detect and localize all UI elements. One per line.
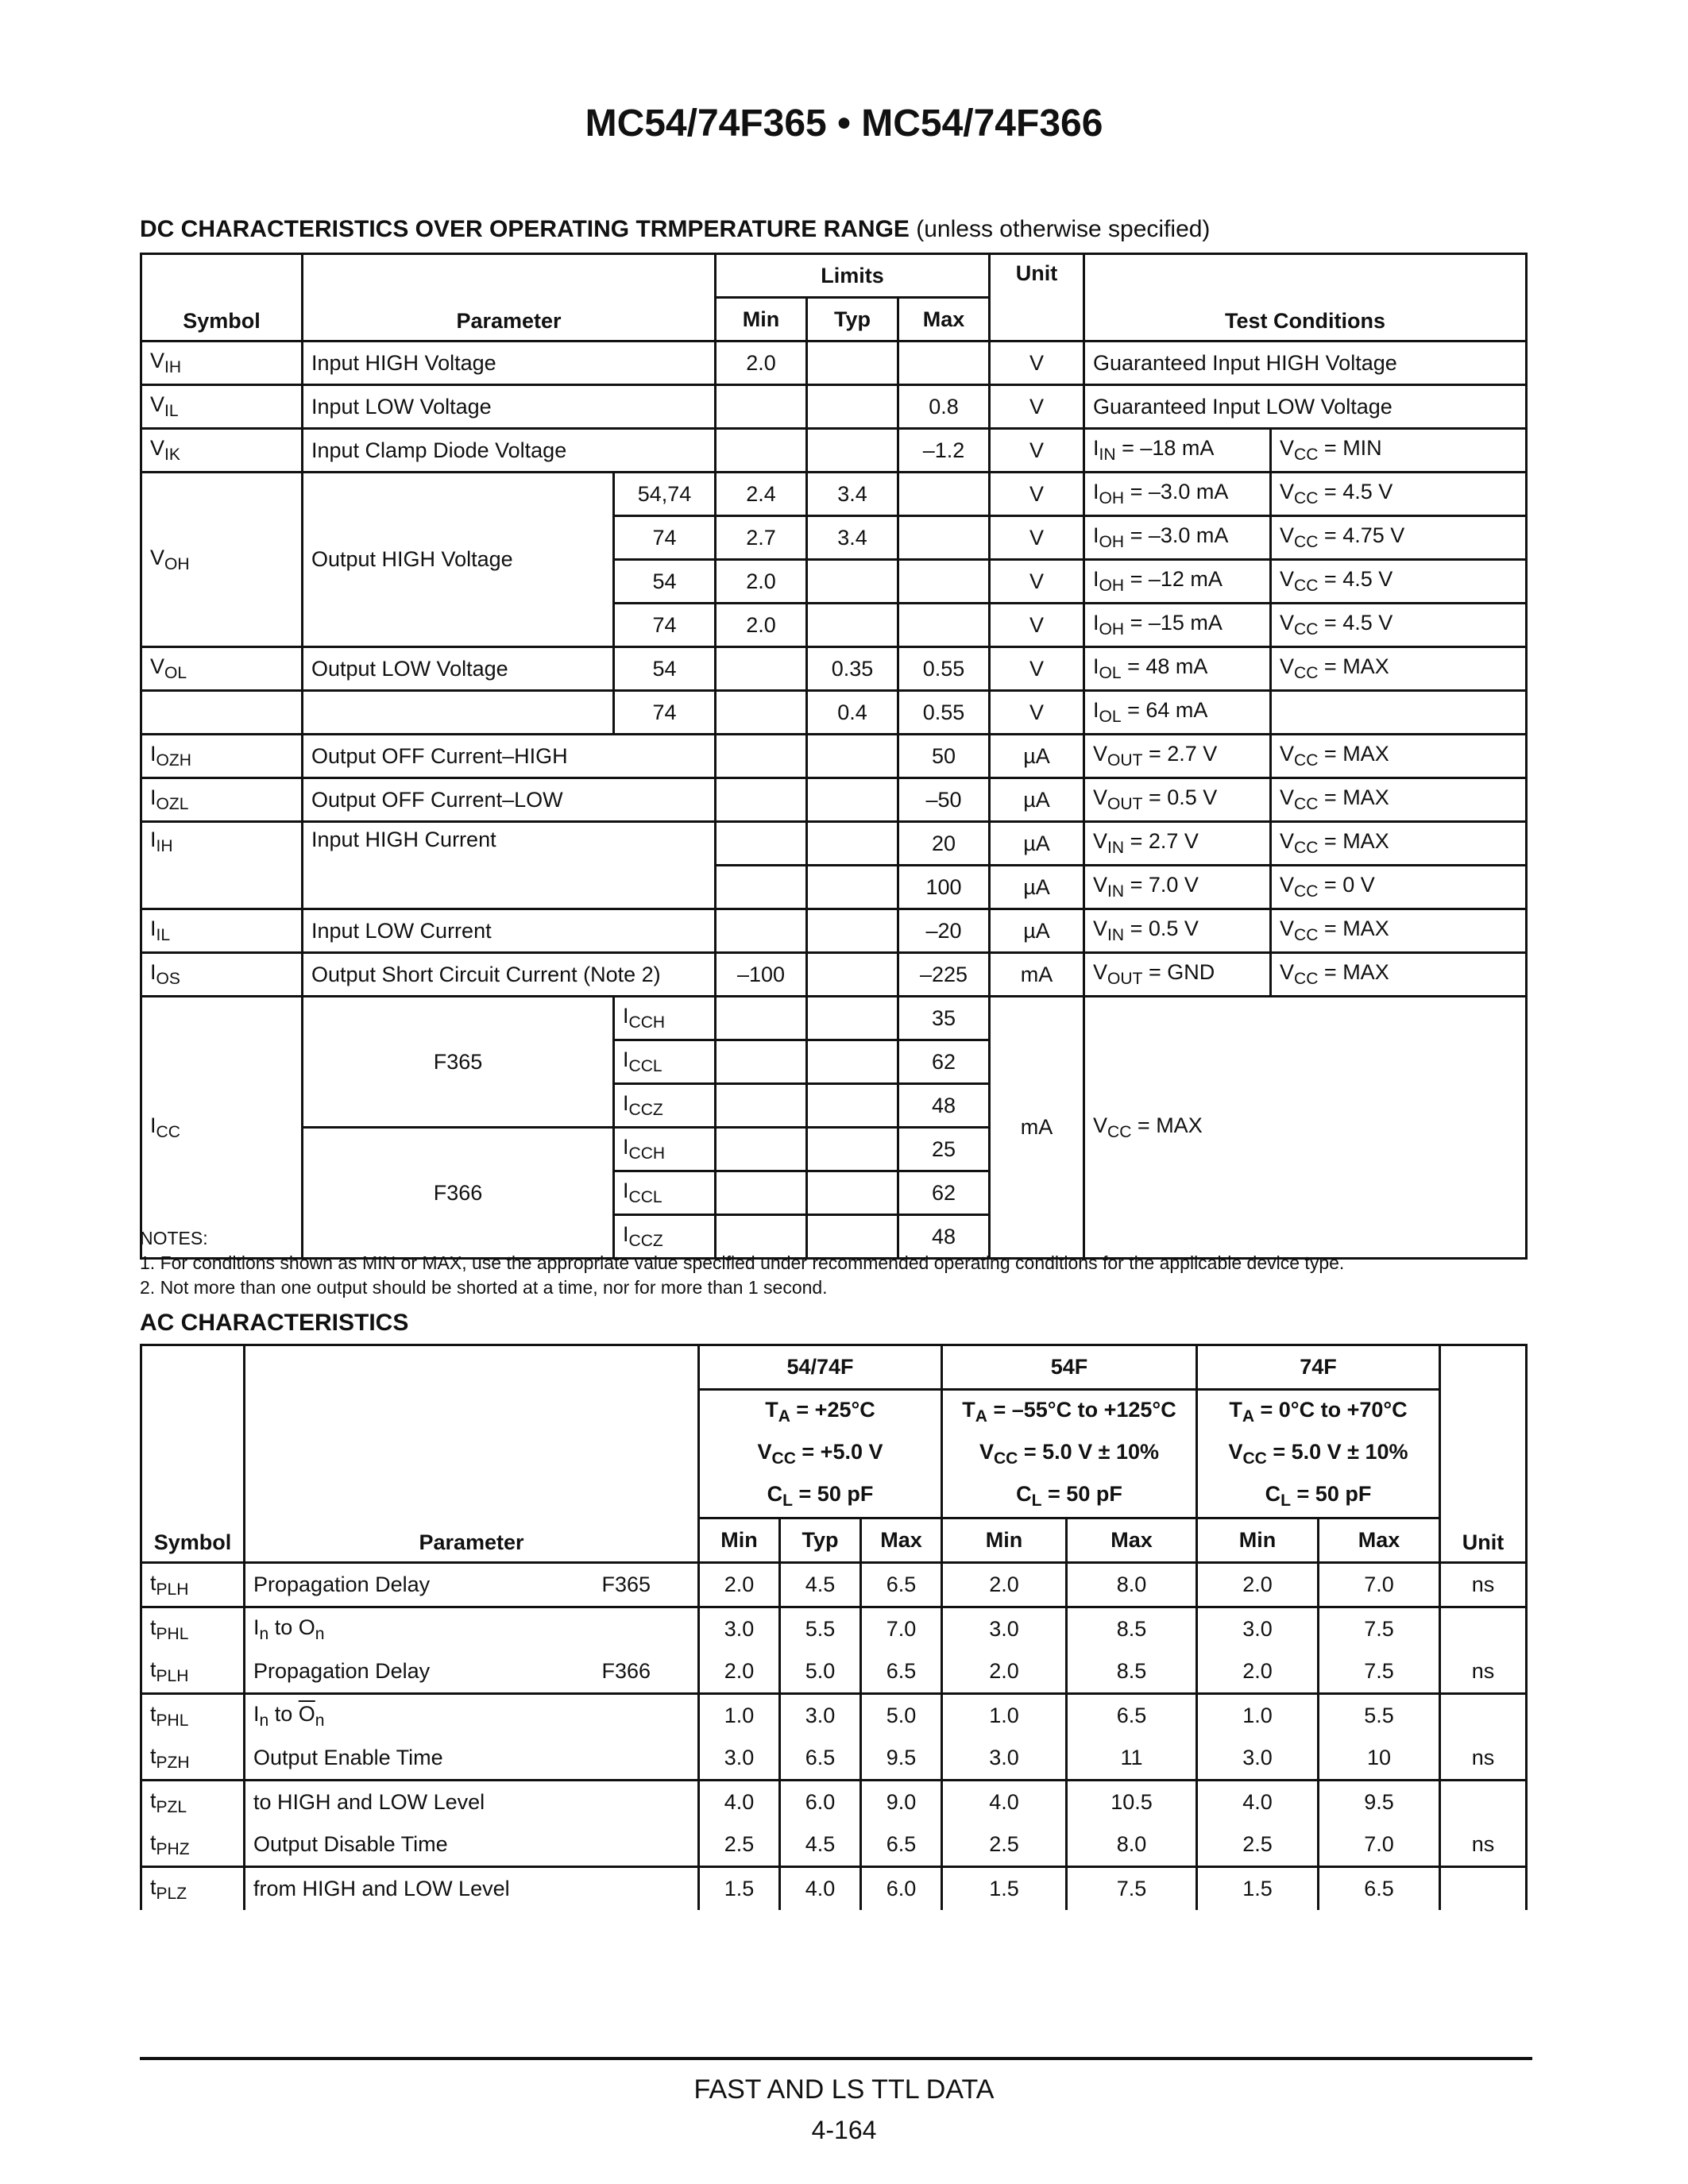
value-cell: 4.0 (942, 1781, 1067, 1824)
min-cell: 2.0 (716, 341, 807, 385)
unit-cell: V (990, 516, 1084, 560)
icc-sub-symbol: $I_{CCL}$ (614, 1040, 716, 1084)
condition-cell: $V_{OUT} = 0.5$ V (1084, 778, 1271, 822)
max-cell: –50 (898, 778, 990, 822)
header-min: Min (716, 298, 807, 341)
dc-row-vil (141, 385, 1527, 429)
value-cell: 6.5 (861, 1563, 942, 1607)
dc-row-voh-1 (141, 473, 1527, 516)
ac-row-tpzl (141, 1781, 1527, 1824)
ac-row-tphz (141, 1823, 1527, 1867)
max-cell: 48 (898, 1084, 990, 1128)
condition-cell: $I_{OH} = -3.0$ mA (1084, 473, 1271, 516)
value-cell: 8.0 (1067, 1823, 1197, 1867)
parameter-cell: Output Short Circuit Current (Note 2) (303, 953, 716, 997)
value-cell: 2.5 (699, 1823, 780, 1867)
parameter-cell: Propagation Delay (245, 1650, 594, 1694)
vcc-condition-cell: $V_{CC} = 0$ V (1271, 866, 1527, 909)
ac-characteristics-table (140, 1344, 1528, 1910)
value-cell: 5.5 (780, 1607, 861, 1651)
header-min: Min (699, 1518, 780, 1563)
note-1: 1. For conditions shown as MIN or MAX, use the appropriate value specified under recommended operating conditions for the applicable device type. (140, 1252, 1345, 1273)
vcc-condition-cell: $V_{CC}$ = MAX (1271, 735, 1527, 778)
typ-cell: 0.35 (807, 647, 898, 691)
value-cell: 7.0 (1319, 1563, 1440, 1607)
max-cell: –1.2 (898, 429, 990, 473)
value-cell: 10.5 (1067, 1781, 1197, 1824)
value-cell: 6.5 (861, 1650, 942, 1694)
value-cell: 6.5 (1067, 1694, 1197, 1738)
vcc-cell-5474f: $V_{CC} = +5.0$ V (699, 1433, 942, 1475)
unit-cell: V (990, 473, 1084, 516)
typ-cell: 0.4 (807, 691, 898, 735)
device-cell: 74 (614, 691, 716, 735)
dc-row-iozh (141, 735, 1527, 778)
value-cell: 3.0 (1197, 1737, 1319, 1781)
vcc-condition-cell: $V_{CC}$ = MAX (1271, 778, 1527, 822)
ta-cell-54f: $T_A = -55^\circ C$ to +125°C (942, 1390, 1197, 1433)
min-cell: 2.4 (716, 473, 807, 516)
dc-row-vih (141, 341, 1527, 385)
header-group-74f: 74F (1197, 1345, 1440, 1390)
symbol-cell: $t_{PZL}$ (141, 1781, 245, 1824)
value-cell: 6.5 (780, 1737, 861, 1781)
header-symbol: Symbol (141, 254, 303, 341)
value-cell: 10 (1319, 1737, 1440, 1781)
parameter-cell: Input LOW Voltage (303, 385, 716, 429)
parameter-cell: to HIGH and LOW Level (245, 1781, 699, 1824)
max-cell: 20 (898, 822, 990, 866)
value-cell: 1.5 (942, 1867, 1067, 1911)
device-cell: 74 (614, 604, 716, 647)
condition-cell: $V_{IN} = 2.7$ V (1084, 822, 1271, 866)
parameter-cell: Input LOW Current (303, 909, 716, 953)
icc-sub-symbol: $I_{CCH}$ (614, 1128, 716, 1171)
vcc-condition-cell: $V_{CC} = 4.75$ V (1271, 516, 1527, 560)
unit-cell: V (990, 647, 1084, 691)
parameter-cell: from HIGH and LOW Level (245, 1867, 699, 1911)
value-cell: 5.5 (1319, 1694, 1440, 1738)
dc-heading-rest: (unless otherwise specified) (909, 216, 1211, 242)
value-cell: 11 (1067, 1737, 1197, 1781)
vcc-condition-cell: $V_{CC}$ = MAX (1271, 647, 1527, 691)
symbol-cell: $V_{IL}$ (141, 385, 303, 429)
parameter-cell: Output Disable Time (245, 1823, 699, 1867)
value-cell: 9.0 (861, 1781, 942, 1824)
cl-cell-74f: $C_L = 50$ pF (1197, 1475, 1440, 1518)
note-2: 2. Not more than one output should be shorted at a time, nor for more than 1 second. (140, 1277, 828, 1298)
symbol-cell: $t_{PHZ}$ (141, 1823, 245, 1867)
dc-row-vik (141, 429, 1527, 473)
typ-cell: 3.4 (807, 516, 898, 560)
unit-cell: µA (990, 778, 1084, 822)
parameter-cell: Output LOW Voltage (303, 647, 614, 691)
value-cell: 1.5 (699, 1867, 780, 1911)
value-cell: 9.5 (1319, 1781, 1440, 1824)
unit-cell: V (990, 604, 1084, 647)
max-cell: 0.55 (898, 691, 990, 735)
value-cell: 2.5 (942, 1823, 1067, 1867)
header-group-54f: 54F (942, 1345, 1197, 1390)
parameter-cell: Propagation Delay (245, 1563, 594, 1607)
value-cell: 3.0 (942, 1607, 1067, 1651)
condition-cell: Guaranteed Input HIGH Voltage (1084, 341, 1527, 385)
condition-cell: $I_{OH} = -15$ mA (1084, 604, 1271, 647)
value-cell: 3.0 (942, 1737, 1067, 1781)
header-unit: Unit (1440, 1345, 1527, 1563)
unit-cell: V (990, 429, 1084, 473)
symbol-cell: $I_{IH}$ (141, 822, 303, 909)
ac-row-tpzh (141, 1737, 1527, 1781)
value-cell: 4.5 (780, 1563, 861, 1607)
unit-cell: V (990, 560, 1084, 604)
dc-row-vol-2 (141, 691, 1527, 735)
parameter-cell: Input Clamp Diode Voltage (303, 429, 716, 473)
max-cell: –225 (898, 953, 990, 997)
max-cell: 62 (898, 1171, 990, 1215)
unit-cell: V (990, 385, 1084, 429)
value-cell: 2.0 (699, 1650, 780, 1694)
unit-cell: V (990, 691, 1084, 735)
unit-cell: µA (990, 822, 1084, 866)
symbol-cell: $V_{IK}$ (141, 429, 303, 473)
max-cell: 100 (898, 866, 990, 909)
vcc-condition-cell: $V_{CC}$ = MAX (1271, 953, 1527, 997)
value-cell: 2.0 (942, 1650, 1067, 1694)
value-cell: 3.0 (699, 1737, 780, 1781)
parameter-cell: Output HIGH Voltage (303, 473, 614, 647)
min-cell: 2.0 (716, 560, 807, 604)
device-cell: 54,74 (614, 473, 716, 516)
unit-cell: µA (990, 866, 1084, 909)
value-cell: 8.5 (1067, 1607, 1197, 1651)
condition-cell: $I_{OH} = -3.0$ mA (1084, 516, 1271, 560)
value-cell: 1.0 (1197, 1694, 1319, 1738)
device-cell: 54 (614, 560, 716, 604)
vcc-condition-cell: $V_{CC} = 4.5$ V (1271, 560, 1527, 604)
value-cell: 1.0 (699, 1694, 780, 1738)
notes-label: NOTES: (140, 1228, 208, 1248)
symbol-cell: $t_{PLH}$ (141, 1650, 245, 1694)
device-cell: F366 (303, 1128, 614, 1259)
value-cell: 7.5 (1067, 1867, 1197, 1911)
header-max: Max (1319, 1518, 1440, 1563)
value-cell: 7.5 (1319, 1650, 1440, 1694)
vcc-condition-cell: $V_{CC} = 4.5$ V (1271, 604, 1527, 647)
value-cell: 7.0 (1319, 1823, 1440, 1867)
header-group-5474f: 54/74F (699, 1345, 942, 1390)
unit-cell: ns (1440, 1650, 1527, 1694)
min-cell: 2.0 (716, 604, 807, 647)
value-cell: 8.5 (1067, 1650, 1197, 1694)
symbol-cell: $I_{OZH}$ (141, 735, 303, 778)
dc-row-vol-1 (141, 647, 1527, 691)
header-min: Min (1197, 1518, 1319, 1563)
condition-cell: $I_{IN} = -18$ mA (1084, 429, 1271, 473)
header-min: Min (942, 1518, 1067, 1563)
symbol-cell: $V_{OL}$ (141, 647, 303, 691)
symbol-cell: $V_{IH}$ (141, 341, 303, 385)
symbol-cell: $I_{IL}$ (141, 909, 303, 953)
symbol-cell: $t_{PHL}$ (141, 1694, 245, 1738)
header-test-conditions: Test Conditions (1084, 254, 1527, 341)
unit-cell: mA (990, 953, 1084, 997)
value-cell: 9.5 (861, 1737, 942, 1781)
unit-cell: ns (1440, 1823, 1527, 1867)
header-max: Max (861, 1518, 942, 1563)
header-symbol: Symbol (141, 1345, 245, 1563)
parameter-cell: Input HIGH Current (303, 822, 716, 909)
condition-cell: $I_{OL} = 64$ mA (1084, 691, 1271, 735)
value-cell: 7.0 (861, 1607, 942, 1651)
ac-row-f366-tphl (141, 1694, 1527, 1738)
device-cell: 54 (614, 647, 716, 691)
max-cell: 48 (898, 1215, 990, 1259)
device-cell: F366 (594, 1650, 699, 1694)
dc-row-iozl (141, 778, 1527, 822)
typ-cell: 3.4 (807, 473, 898, 516)
vcc-cell-74f: $V_{CC} = 5.0$ V ± 10% (1197, 1433, 1440, 1475)
value-cell: 8.0 (1067, 1563, 1197, 1607)
value-cell: 6.5 (1319, 1867, 1440, 1911)
header-max: Max (898, 298, 990, 341)
symbol-cell: $V_{OH}$ (141, 473, 303, 647)
unit-cell: mA (990, 997, 1084, 1259)
max-cell: 0.55 (898, 647, 990, 691)
header-unit: Unit (990, 254, 1084, 341)
unit-cell: V (990, 341, 1084, 385)
parameter-cell: $I_n$ to $\overline{O}_n$ (245, 1694, 699, 1738)
vcc-cell-54f: $V_{CC} = 5.0$ V ± 10% (942, 1433, 1197, 1475)
dc-row-iih-1 (141, 822, 1527, 866)
parameter-cell: Output OFF Current–LOW (303, 778, 716, 822)
device-cell: F365 (594, 1563, 699, 1607)
device-cell: F365 (303, 997, 614, 1128)
dc-row-iil (141, 909, 1527, 953)
unit-cell: ns (1440, 1737, 1527, 1781)
value-cell: 1.0 (942, 1694, 1067, 1738)
value-cell: 1.5 (1197, 1867, 1319, 1911)
condition-cell: $I_{OL} = 48$ mA (1084, 647, 1271, 691)
max-cell: –20 (898, 909, 990, 953)
device-cell: 74 (614, 516, 716, 560)
header-max: Max (1067, 1518, 1197, 1563)
symbol-cell: $t_{PZH}$ (141, 1737, 245, 1781)
value-cell: 2.0 (1197, 1650, 1319, 1694)
condition-cell: Guaranteed Input LOW Voltage (1084, 385, 1527, 429)
max-cell: 62 (898, 1040, 990, 1084)
footer-rule (140, 2057, 1532, 2060)
icc-sub-symbol: $I_{CCL}$ (614, 1171, 716, 1215)
header-limits: Limits (716, 254, 990, 298)
condition-cell: $V_{OUT} = 2.7$ V (1084, 735, 1271, 778)
dc-row-ios (141, 953, 1527, 997)
condition-cell: $V_{IN} = 7.0$ V (1084, 866, 1271, 909)
icc-sub-symbol: $I_{CCH}$ (614, 997, 716, 1040)
parameter-cell: Output Enable Time (245, 1737, 699, 1781)
dc-row-icc-f365-cch (141, 997, 1527, 1040)
dc-heading-bold: DC CHARACTERISTICS OVER OPERATING TRMPERATURE RANGE (140, 216, 910, 242)
value-cell: 4.0 (1197, 1781, 1319, 1824)
value-cell: 7.5 (1319, 1607, 1440, 1651)
page-title: MC54/74F365 • MC54/74F366 (585, 102, 1103, 145)
parameter-cell: $I_n$ to $O_n$ (245, 1607, 699, 1651)
symbol-cell: $t_{PLH}$ (141, 1563, 245, 1607)
header-typ: Typ (807, 298, 898, 341)
dc-characteristics-table (140, 253, 1528, 1260)
value-cell: 3.0 (699, 1607, 780, 1651)
value-cell: 3.0 (1197, 1607, 1319, 1651)
value-cell: 4.5 (780, 1823, 861, 1867)
header-typ: Typ (780, 1518, 861, 1563)
ta-cell-74f: $T_A = 0^\circ C$ to +70°C (1197, 1390, 1440, 1433)
value-cell: 4.0 (780, 1867, 861, 1911)
ac-row-tplz (141, 1867, 1527, 1911)
symbol-cell: $t_{PHL}$ (141, 1607, 245, 1651)
vcc-condition-cell: $V_{CC}$ = MAX (1271, 822, 1527, 866)
symbol-cell: $I_{OS}$ (141, 953, 303, 997)
condition-cell: $V_{OUT}$ = GND (1084, 953, 1271, 997)
dc-heading (140, 216, 1210, 243)
value-cell: 6.0 (861, 1867, 942, 1911)
value-cell: 6.0 (780, 1781, 861, 1824)
value-cell: 2.0 (1197, 1563, 1319, 1607)
value-cell: 5.0 (780, 1650, 861, 1694)
vcc-condition-cell: $V_{CC}$ = MAX (1271, 909, 1527, 953)
icc-sub-symbol: $I_{CCZ}$ (614, 1215, 716, 1259)
ac-header-row-1 (141, 1345, 1527, 1390)
header-parameter: Parameter (245, 1345, 699, 1563)
max-cell: 35 (898, 997, 990, 1040)
condition-cell: $V_{CC}$ = MAX (1084, 997, 1527, 1259)
value-cell: 2.5 (1197, 1823, 1319, 1867)
dc-header-row-1 (141, 254, 1527, 298)
notes (140, 1226, 1344, 1300)
ac-row-f365-tplh (141, 1563, 1527, 1607)
value-cell: 2.0 (942, 1563, 1067, 1607)
unit-cell: µA (990, 909, 1084, 953)
value-cell: 2.0 (699, 1563, 780, 1607)
ac-heading: AC CHARACTERISTICS (140, 1310, 409, 1336)
symbol-cell: $I_{OZL}$ (141, 778, 303, 822)
max-cell: 25 (898, 1128, 990, 1171)
symbol-cell: $t_{PLZ}$ (141, 1867, 245, 1911)
vcc-condition-cell: $V_{CC} = 4.5$ V (1271, 473, 1527, 516)
symbol-cell: $I_{CC}$ (141, 997, 303, 1259)
page-number: 4-164 (811, 2116, 877, 2144)
unit-cell: ns (1440, 1563, 1527, 1607)
parameter-cell: Input HIGH Voltage (303, 341, 716, 385)
min-cell: 2.7 (716, 516, 807, 560)
parameter-cell: Output OFF Current–HIGH (303, 735, 716, 778)
icc-sub-symbol: $I_{CCZ}$ (614, 1084, 716, 1128)
footer-title: FAST AND LS TTL DATA (693, 2074, 995, 2105)
value-cell: 6.5 (861, 1823, 942, 1867)
ac-row-f365-tphl (141, 1607, 1527, 1651)
cl-cell-5474f: $C_L = 50$ pF (699, 1475, 942, 1518)
ta-cell-5474f: $T_A = +25^\circ C$ (699, 1390, 942, 1433)
condition-cell: $V_{IN} = 0.5$ V (1084, 909, 1271, 953)
value-cell: 3.0 (780, 1694, 861, 1738)
cl-cell-54f: $C_L = 50$ pF (942, 1475, 1197, 1518)
min-cell: –100 (716, 953, 807, 997)
header-parameter: Parameter (303, 254, 716, 341)
max-cell: 0.8 (898, 385, 990, 429)
max-cell: 50 (898, 735, 990, 778)
vcc-condition-cell: $V_{CC}$ = MIN (1271, 429, 1527, 473)
unit-cell: µA (990, 735, 1084, 778)
condition-cell: $I_{OH} = -12$ mA (1084, 560, 1271, 604)
ac-row-f366-tplh (141, 1650, 1527, 1694)
value-cell: 5.0 (861, 1694, 942, 1738)
value-cell: 4.0 (699, 1781, 780, 1824)
